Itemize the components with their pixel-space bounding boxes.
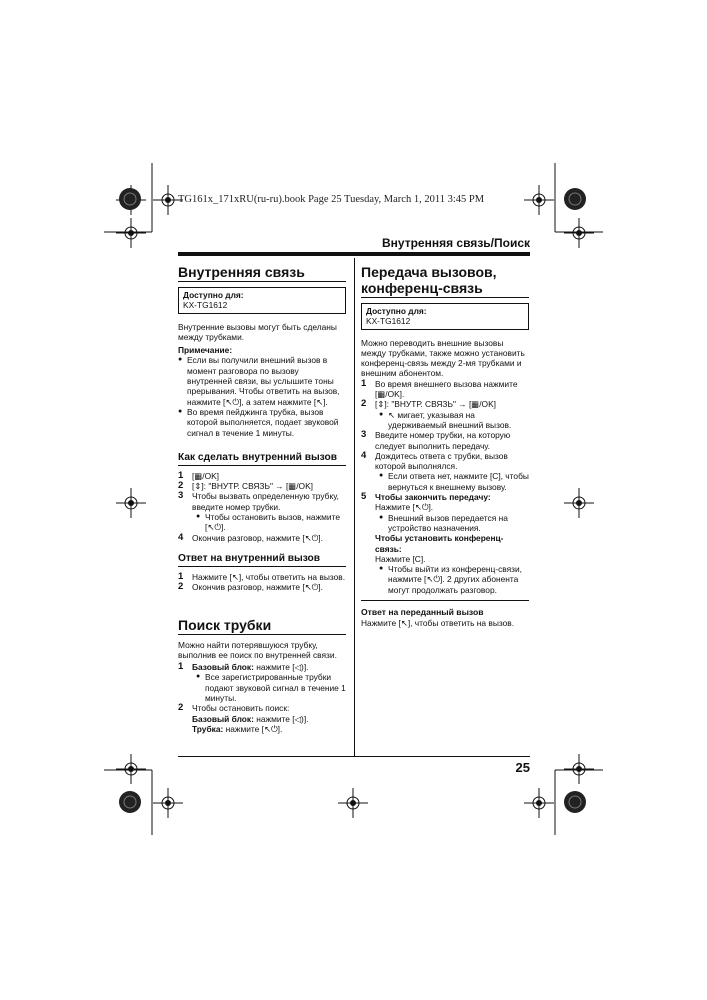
step bbox=[361, 379, 529, 400]
section-rule bbox=[178, 281, 346, 282]
step-number: 4 bbox=[361, 449, 367, 461]
registration-mark-icon bbox=[564, 488, 594, 518]
step bbox=[361, 451, 529, 492]
note-item: ● Если вы получили внешний вызов в момент разговора по вызову внутренней связи, вы услышите тоны прерывания. Чтобы ответить на вызов, нажмите [↖⏻], а затем нажмите [↖]. bbox=[178, 355, 346, 406]
availability-label: Доступно для: bbox=[366, 306, 427, 316]
step-text: нажмите [↖⏻]. bbox=[223, 723, 283, 734]
step-text: Введите номер трубки, на которую следует выполнить передачу. bbox=[375, 430, 511, 451]
step-bullet: ● Если ответа нет, нажмите [C], чтобы вернуться к внешнему вызову. bbox=[379, 471, 529, 492]
step-bullet: ● Все зарегистрированные трубки подают звуковой сигнал в течение 1 минуты. bbox=[196, 672, 346, 703]
step-number: 2 bbox=[178, 581, 184, 593]
registration-mark-icon bbox=[153, 788, 183, 818]
print-line: TG161x_171xRU(ru-ru).book Page 25 Tuesday, March 1, 2011 3:45 PM bbox=[178, 194, 485, 205]
section-subtitle: Ответ на переданный вызов bbox=[361, 607, 484, 618]
section-rule bbox=[178, 465, 346, 466]
step bbox=[178, 572, 346, 582]
color-bar-icon bbox=[563, 790, 587, 814]
color-bar-icon bbox=[563, 187, 587, 211]
section-subtitle: Ответ на внутренний вызов bbox=[178, 552, 321, 564]
step-text: [⇕]: "ВНУТР. СВЯЗЬ" → [▦/OK] bbox=[375, 399, 496, 410]
step-bullet: ● Чтобы выйти из конференц-связи, нажмите [↖⏻]. 2 других абонента могут продолжать разговор. bbox=[379, 564, 529, 595]
registration-mark-icon bbox=[524, 788, 554, 818]
step bbox=[178, 582, 346, 592]
registration-mark-icon bbox=[524, 185, 554, 215]
step bbox=[178, 662, 346, 703]
section-title: Поиск трубки bbox=[178, 616, 272, 633]
step bbox=[178, 471, 346, 481]
intro-text: Можно найти потерявшуюся трубку, выполнив ее поиск по внутренней связи. bbox=[178, 639, 337, 660]
registration-mark-icon bbox=[564, 754, 594, 784]
step-label: Базовый блок: bbox=[192, 713, 254, 724]
step-text: Во время внешнего вызова нажмите [▦/OK]. bbox=[375, 378, 518, 400]
column-divider bbox=[354, 258, 355, 756]
color-bar-icon bbox=[118, 187, 142, 211]
step-number: 1 bbox=[178, 469, 184, 481]
registration-mark-icon bbox=[116, 218, 146, 248]
section-rule bbox=[178, 634, 346, 635]
step-number: 4 bbox=[178, 531, 184, 543]
availability-model: KX-TG1612 bbox=[183, 300, 228, 311]
step-text: Чтобы вызвать определенную трубку, введите номер трубки. bbox=[192, 491, 339, 512]
note-item: ● Во время пейджинга трубка, вызов которой выполняется, подает звуковой сигнал в течение 1 минуты. bbox=[178, 407, 346, 438]
step-bullet: ● ↖ мигает, указывая на удерживаемый внешний вызов. bbox=[379, 410, 529, 431]
section-title: конференц-связь bbox=[361, 280, 483, 296]
step bbox=[361, 430, 529, 451]
step bbox=[361, 399, 529, 430]
step-heading: Чтобы установить конференц-связь: bbox=[375, 533, 504, 554]
step bbox=[361, 492, 529, 595]
step bbox=[178, 703, 346, 734]
intro-text: Внутренние вызовы могут быть сделаны между трубками. bbox=[178, 321, 337, 342]
step-bullet: ● Чтобы остановить вызов, нажмите [↖⏻]. bbox=[196, 512, 346, 533]
step-text: [▦/OK] bbox=[192, 470, 219, 481]
step-number: 1 bbox=[178, 570, 184, 582]
page-header-title: Внутренняя связь/Поиск bbox=[381, 236, 530, 250]
registration-mark-icon bbox=[116, 488, 146, 518]
section-title: Передача вызовов, bbox=[361, 264, 497, 280]
color-bar-icon bbox=[118, 790, 142, 814]
step-label: Базовый блок: bbox=[192, 662, 254, 673]
step bbox=[178, 491, 346, 532]
step-text: Дождитесь ответа с трубки, вызов которой выполнялся. bbox=[375, 450, 508, 472]
step-text: Окончив разговор, нажмите [↖⏻]. bbox=[192, 582, 323, 593]
step-number: 3 bbox=[178, 490, 184, 502]
step-number: 3 bbox=[361, 429, 367, 441]
step-text: Чтобы остановить поиск: bbox=[192, 703, 290, 714]
footer-rule bbox=[178, 756, 530, 757]
step-text: Окончив разговор, нажмите [↖⏻]. bbox=[192, 532, 323, 543]
step-text: нажмите [◁)]. bbox=[253, 713, 309, 724]
right-column bbox=[361, 264, 529, 628]
registration-mark-icon bbox=[338, 788, 368, 818]
step-number: 2 bbox=[178, 702, 184, 714]
note-heading: Примечание: bbox=[178, 345, 233, 356]
section-subtitle: Как сделать внутренний вызов bbox=[178, 451, 337, 463]
availability-label: Доступно для: bbox=[183, 290, 244, 300]
step-number: 1 bbox=[361, 377, 367, 389]
registration-mark-icon bbox=[564, 218, 594, 248]
section-title: Внутренняя связь bbox=[178, 264, 305, 280]
step-label: Трубка: bbox=[192, 723, 224, 734]
step bbox=[178, 481, 346, 491]
availability-box bbox=[178, 287, 346, 314]
body-text: Нажмите [↖], чтобы ответить на вызов. bbox=[361, 618, 515, 629]
left-column bbox=[178, 264, 346, 734]
availability-model: KX-TG1612 bbox=[366, 316, 411, 327]
step-text: [⇕]: "ВНУТР. СВЯЗЬ" → [▦/OK] bbox=[192, 481, 313, 492]
registration-mark-icon bbox=[116, 754, 146, 784]
step-bullet: ● Внешний вызов передается на устройство назначения. bbox=[379, 513, 529, 534]
page-number: 25 bbox=[515, 760, 530, 775]
step-text: Нажмите [↖], чтобы ответить на вызов. bbox=[192, 571, 346, 582]
step-text: Нажмите [C]. bbox=[375, 553, 426, 564]
section-rule bbox=[361, 600, 529, 601]
availability-box bbox=[361, 303, 529, 330]
section-rule bbox=[178, 566, 346, 567]
step-number: 2 bbox=[178, 480, 184, 492]
step-heading: Чтобы закончить передачу: bbox=[375, 492, 491, 503]
step-number: 2 bbox=[361, 398, 367, 410]
step-text: Нажмите [↖⏻]. bbox=[375, 502, 434, 513]
step-text: нажмите [◁)]. bbox=[253, 662, 309, 673]
step bbox=[178, 533, 346, 543]
step-number: 5 bbox=[361, 491, 367, 503]
intro-text: Можно переводить внешние вызовы между трубками, также можно установить конференц-связь между 2-мя трубками и внешним абонентом. bbox=[361, 337, 525, 379]
section-rule bbox=[361, 297, 529, 298]
step-number: 1 bbox=[178, 661, 184, 673]
header-rule bbox=[178, 252, 530, 256]
